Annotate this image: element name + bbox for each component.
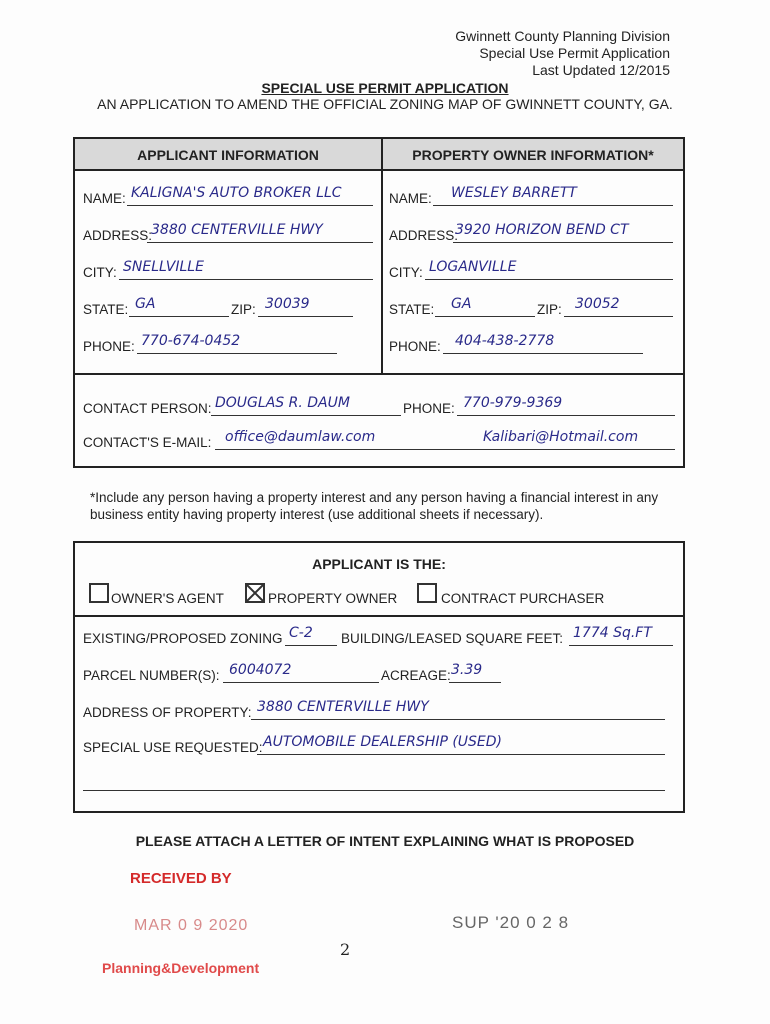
contact-box [73,375,685,468]
contact-email-1: office@daumlaw.com [225,429,376,445]
contact-email-line [215,449,675,450]
applicant-name-line [127,205,373,206]
header [455,28,670,79]
special-use-line [257,754,665,755]
checkmark-x-icon [245,583,265,603]
applicant-state: GA [135,296,156,312]
owner-address: 3920 HORIZON BEND CT [455,222,629,238]
property-owner-checkbox[interactable] [245,583,265,603]
applicant-is-heading: APPLICANT IS THE: [312,556,446,572]
contact-person: DOUGLAS R. DAUM [215,395,350,411]
contact-phone-line [457,415,675,416]
owner-city-label: CITY: [389,265,423,280]
special-use-label: SPECIAL USE REQUESTED: [83,740,263,755]
owner-zip: 30052 [575,296,620,312]
sqft-line [569,645,673,646]
owner-address-label: ADDRESS: [389,228,459,243]
owner-name: WESLEY BARRETT [451,185,577,201]
applicant-phone-line [137,353,337,354]
dept-stamp: Planning&Development [102,960,260,976]
attach-note: PLEASE ATTACH A LETTER OF INTENT EXPLAINING WHAT IS PROPOSED [135,833,635,849]
applicant-phone-label: PHONE: [83,339,135,354]
contact-email-label: CONTACT'S E-MAIL: [83,435,212,450]
parcel-value: 6004072 [229,662,292,678]
contact-person-line [211,415,401,416]
special-use-value: AUTOMOBILE DEALERSHIP (USED) [263,734,503,750]
form-title: SPECIAL USE PERMIT APPLICATION [261,80,509,96]
owner-name-label: NAME: [389,191,432,206]
footnote: *Include any person having a property interest and any person having a financial interest in any business entity having property interest (use additional sheets if necessary). [90,490,659,522]
header-line1: Gwinnett County Planning Division [455,28,670,44]
applicant-name: KALIGNA'S AUTO BROKER LLC [131,185,342,201]
applicant-city-label: CITY: [83,265,117,280]
applicant-state-line [129,316,229,317]
extra-line [83,790,665,791]
owner-zip-label: ZIP: [537,302,562,317]
contact-person-label: CONTACT PERSON: [83,401,212,416]
property-box [73,541,685,813]
acreage-value: 3.39 [451,662,483,678]
applicant-state-label: STATE: [83,302,129,317]
page-number: 2 [340,940,351,959]
owner-zip-line [564,316,673,317]
header-line3: Last Updated 12/2015 [532,62,670,78]
owner-city: LOGANVILLE [429,259,517,275]
applicant-city: SNELLVILLE [123,259,204,275]
applicant-phone: 770-674-0452 [141,333,241,349]
property-owner-label: PROPERTY OWNER [268,591,398,606]
header-line2: Special Use Permit Application [479,45,670,61]
contact-phone-label: PHONE: [403,401,455,416]
sup-stamp: SUP '20 0 2 8 [452,913,570,932]
acreage-line [449,682,501,683]
owner-city-line [425,279,673,280]
applicant-zip-label: ZIP: [231,302,256,317]
applicant-zip-line [258,316,353,317]
received-stamp: RECEIVED BY [130,870,232,887]
owner-address-line [453,242,673,243]
contact-email-2: Kalibari@Hotmail.com [483,429,639,445]
applicant-zip: 30039 [265,296,310,312]
owners-agent-checkbox[interactable] [89,583,109,603]
info-divider [381,139,383,373]
owner-heading: PROPERTY OWNER INFORMATION* [412,147,654,163]
zoning-label: EXISTING/PROPOSED ZONING [83,631,283,646]
sqft-value: 1774 Sq.FT [573,625,652,641]
sqft-label: BUILDING/LEASED SQUARE FEET: [341,631,564,646]
acreage-label: ACREAGE: [381,668,451,683]
contact-phone: 770-979-9369 [463,395,563,411]
applicant-city-line [119,279,373,280]
parcel-label: PARCEL NUMBER(S): [83,668,220,683]
applicant-address-line [147,242,373,243]
zoning-value: C-2 [289,625,313,641]
zoning-line [285,645,337,646]
owner-phone: 404-438-2778 [455,333,555,349]
owners-agent-label: OWNER'S AGENT [111,591,224,606]
contract-purchaser-checkbox[interactable] [417,583,437,603]
parcel-line [223,682,379,683]
owner-name-line [433,205,673,206]
owner-state-label: STATE: [389,302,435,317]
applicant-address: 3880 CENTERVILLE HWY [151,222,323,238]
form-subtitle: AN APPLICATION TO AMEND THE OFFICIAL ZONING MAP OF GWINNETT COUNTY, GA. [97,96,673,112]
received-date-stamp: MAR 0 9 2020 [134,917,249,934]
property-address-label: ADDRESS OF PROPERTY: [83,705,252,720]
info-box [73,137,685,375]
owner-state: GA [451,296,472,312]
section-divider [75,615,683,617]
owner-phone-label: PHONE: [389,339,441,354]
property-address-line [251,719,665,720]
applicant-address-label: ADDRESS: [83,228,153,243]
contract-purchaser-label: CONTRACT PURCHASER [441,591,605,606]
owner-phone-line [443,353,643,354]
property-address-value: 3880 CENTERVILLE HWY [257,699,429,715]
applicant-heading: APPLICANT INFORMATION [137,147,319,163]
owner-state-line [435,316,535,317]
applicant-name-label: NAME: [83,191,126,206]
